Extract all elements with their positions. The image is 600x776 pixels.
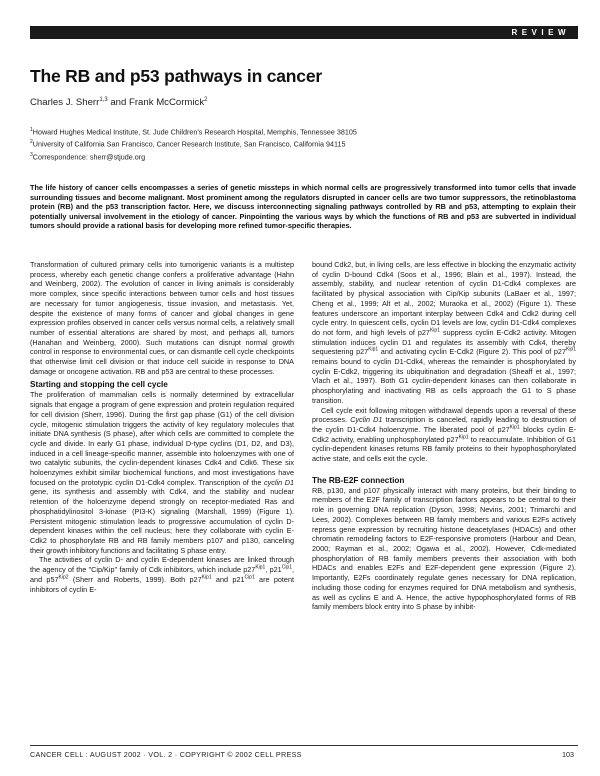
body-paragraph: RB, p130, and p107 physically interact with many proteins, but their binding to members of the E2F family of transcription factors appears to be central to their role in governing DNA replication (Dyson, 1998; Nevins, 2001; Trimarchi and Lees, 2002). Complexes between RB family members and various E2Fs actively repress gene expression by recruiting histone deacetylases (HDACs) and other chromatin remodeling factors to E2F-responsive promoters (Harbour and Dean, 2000; Rayman et al., 2002; Ogawa et al., 2002). However, Cdk-mediated phosphorylation of RB family members prevents their association with both HDACs and enables E2Fs and E2F-dependent gene expression (Figure 2). Importantly, E2Fs coordinately regulate genes necessary for DNA replication, including those coding for enzymes required for DNA metabolism and synthesis, as well as cyclins E and A. Hence, the active hypophosphorylated forms of RB family members block entry into S phase by inhibit- <box>312 485 576 612</box>
article-title: The RB and p53 pathways in cancer <box>30 66 322 86</box>
affiliation-marker: 2 <box>30 139 33 146</box>
body-paragraph: bound Cdk2, but, in living cells, are less effective in blocking the enzymatic activity of cyclin D-bound Cdk4 (Soos et al., 1996; Blain et al., 1997). Instead, the assembly, stability, and nuclear retention of cyclin D1-Cdk4 complexes are facilitated by physical association with Cip/Kip subunits (LaBaer et al., 1997; Cheng et al., 1999; Alt et al., 2002; Muraoka et al., 2002) (Figure 1). These features underscore an important interplay between Cdk4 and Cdk2 during cell cycle entry. In quiescent cells, cyclin D1 levels are low, cyclin D1-Cdk4 complexes do not form, and high levels of $p27^{Kip1}$ suppress cyclin E-Cdk2 activity. Mitogen stimulation induces cyclin D1 and regulates its assembly with Cdk4, thereby sequestering $p27^{Kip1}$ and activating cyclin E-Cdk2 (Figure 2). This pool of $p27^{Kip1}$ remains bound to cyclin D1-Cdk4, whereas the remainder is phosphorylated by cyclin E-Cdk2, triggering its ubiquitination and degradation (Sheaff et al., 1997; Vlach et al., 1997). Both G1 cyclin-dependent kinases can then collaborate in phosphorylating and inactivating RB as cells approach the G1 to S phase transition. <box>312 260 577 405</box>
journal-citation: CANCER CELL : AUGUST 2002 · VOL. 2 · COPYRIGHT © 2002 CELL PRESS <box>30 750 302 759</box>
body-paragraph: Cell cycle exit following mitogen withdrawal depends upon a reversal of these processes. Cyclin D1 transcription is canceled, rapidly leading to destruction of the cyclin D1-Cdk4 holoenzyme. The liberated pool of $p27^{Kip1}$ blocks cyclin E-Cdk2 activity, enabling unphosphorylated $p27^{Kip1}$ to reaccumulate. Inhibition of G1 cyclin-dependent kinases returns RB family proteins to their hypophosphorylated active state, and cells exit the cycle. <box>312 405 576 464</box>
affiliation-text: University of California San Francisco, Cancer Research Institute, San Francisco, California 94115 <box>32 139 346 149</box>
body-column-right <box>312 260 576 612</box>
author-affil-marker: 1,3 <box>99 97 108 103</box>
author-line <box>30 97 208 108</box>
section-heading: The RB-E2F connection <box>312 475 405 485</box>
affiliation-text: Howard Hughes Medical Institute, St. Jude Children's Research Hospital, Memphis, Tennessee 38105 <box>32 127 357 137</box>
affiliation-line <box>30 125 357 137</box>
body-paragraph: Transformation of cultured primary cells into tumorigenic variants is a multistep process, whereby each genetic change confers a proliferative advantage (Hahn and Weinberg, 2002). The evolution of cancer in living animals is considerably more complex, since specific interactions between tumor cells and host tissues are necessary for tumor angiogenesis, tissue invasion, and metastasis. Yet, despite the existence of many forms of cancer and global changes in gene expression profiles observed in cancer cells versus normal cells, a relatively small number of essential alterations are shared by most, and perhaps all, tumors (Hanahan and Weinberg, 2000). Such mutations can disrupt normal growth control in response to environmental cues, or can dismantle cell cycle checkpoints that otherwise limit cell division or that induce cell suicide in response to DNA damage or oncogene activation. RB and p53 are central to these processes. <box>30 260 294 376</box>
page-number: 103 <box>562 750 574 759</box>
section-heading: Starting and stopping the cell cycle <box>30 380 168 390</box>
body-paragraph: The proliferation of mammalian cells is normally determined by extracellular signals that engage a program of gene expression and protein regulation required for cell division (Sherr, 1996). During the first gap phase (G1) of the cell division cycle, mitogenic stimulation triggers the activity of key regulatory molecules that initiate DNA synthesis (S phase), after which cells are committed to complete the cycle and divide. In early G1 phase, individual D-type cyclins (D1, D2, and D3), induced in a cell lineage-specific manner, assemble into holoenzymes with one of two catalytic subunits, the cyclin-dependent kinases Cdk4 and Cdk6. These six holoenzymes exhibit similar biochemical functions, and most investigations have focused on the prototypic cyclin D1-Cdk4 complex. Transcription of the cyclin D1 gene, its synthesis and assembly with Cdk4, and the stability and nuclear retention of the holoenzyme depend strongly on receptor-mediated Ras and phosphatidylinositol 3-kinase (PI3-K) signaling (Marshall, 1999) (Figure 1). Persistent mitogenic stimulation leads to progressive accumulation of cyclin D-dependent kinases within the cell nucleus; here they collaborate with cyclin E-Cdk2 to phosphorylate RB and RB family members p107 and p130, canceling their growth inhibitory functions and facilitating S phase entry. <box>30 390 294 555</box>
abstract: The life history of cancer cells encompasses a series of genetic missteps in which normal cells are progressively transformed into tumor cells that invade surrounding tissues and become malignant. Most prominent among the regulators disrupted in cancer cells are two tumor suppressors, the retinoblastoma protein (RB) and the p53 transcription factor. Here, we discuss interconnecting signaling pathways controlled by RB and p53, attempting to explain their potentially universal involvement in the etiology of cancer. Pinpointing the various ways by which the functions of RB and p53 are subverted in individual tumors should provide a rational basis for developing more refined tumor-specific therapies. <box>30 183 576 231</box>
correspondence-text: Correspondence: sherr@stjude.org <box>32 152 146 162</box>
author-name: Charles J. Sherr <box>30 97 100 109</box>
affiliation-line <box>30 150 357 162</box>
author-affil-marker: 2 <box>204 97 208 103</box>
affiliation-marker: 1 <box>30 127 33 133</box>
author-conjunction: and <box>107 97 129 109</box>
affiliations <box>30 125 357 162</box>
affiliation-line <box>30 137 357 149</box>
affiliation-marker: 3 <box>30 151 33 158</box>
body-column-left <box>30 260 294 594</box>
body-paragraph: The activities of cyclin D- and cyclin E-dependent kinases are linked through the agency of the "Cip/Kip" family of Cdk inhibitors, which include $p27^{Kip1}$, $p21^{Cip1}$, and $p57^{Kip2}$ (Sherr and Roberts, 1999). Both $p27^{Kip1}$ and $p21^{Cip1}$ are potent inhibitors of cyclin E- <box>30 555 295 594</box>
author-name: Frank McCormick <box>129 97 205 109</box>
section-banner <box>30 26 578 39</box>
page-footer <box>30 745 578 759</box>
section-label: REVIEW <box>511 28 570 37</box>
